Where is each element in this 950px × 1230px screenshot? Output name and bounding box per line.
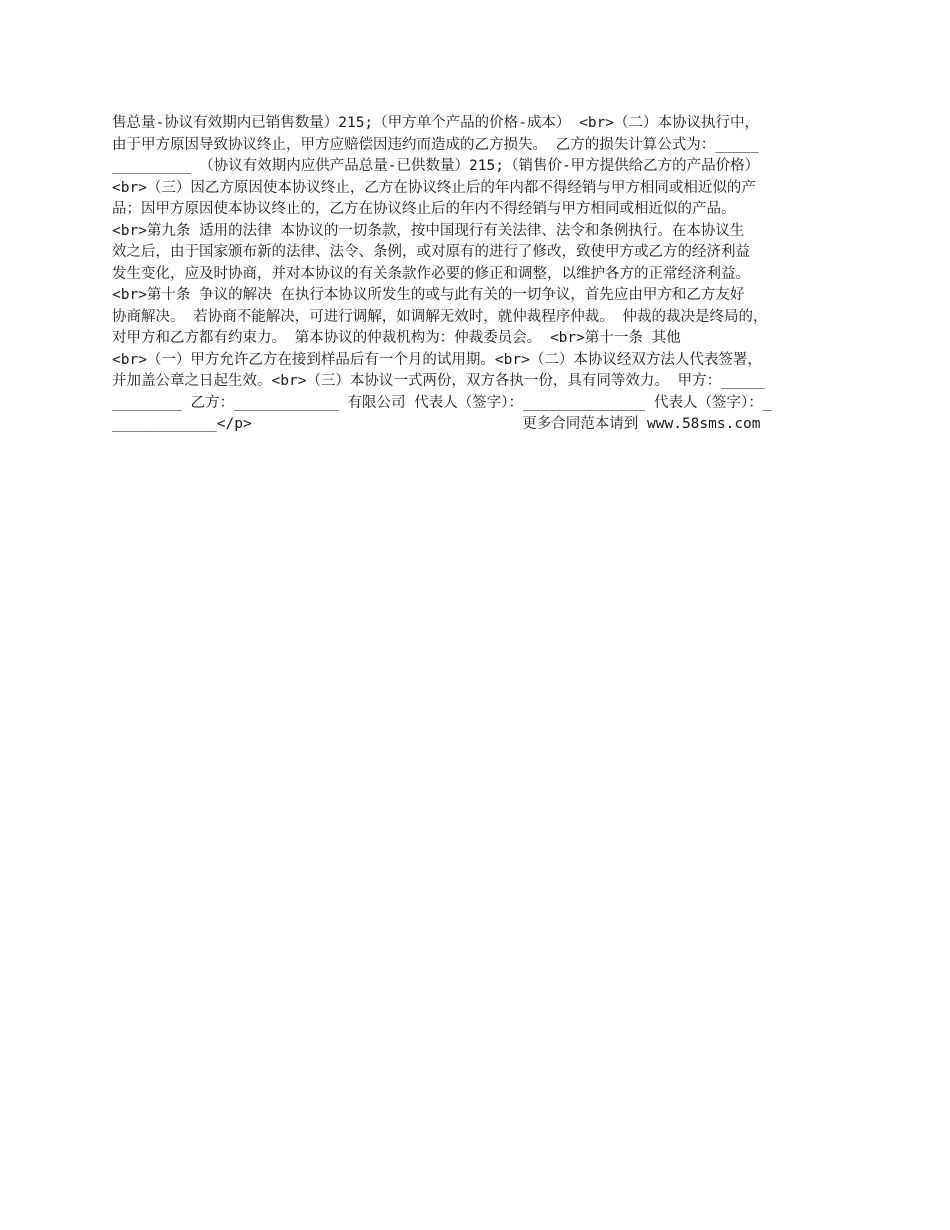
text-line: 由于甲方原因导致协议终止，甲方应赔偿因违约而造成的乙方损失。 乙方的损失计算公式为：_____ [112, 136, 759, 153]
text-line: <br>（一）甲方允许乙方在接到样品后有一个月的试用期。<br>（二）本协议经双方法人代表签署， [112, 351, 762, 368]
text-line: 对甲方和乙方都有约束力。 第本协议的仲裁机构为：仲裁委员会。 <br>第十一条 其他 [112, 330, 681, 346]
contract-text-block [112, 113, 852, 436]
text-line: _________ （协议有效期内应供产品总量-已供数量）215;（销售价-甲方提供给乙方的产品价格） [112, 158, 760, 174]
text-line: 并加盖公章之日起生效。<br>（三）本协议一式两份，双方各执一份，具有同等效力。 甲方：_____ [112, 373, 765, 389]
text-line: <br>第九条 适用的法律 本协议的一切条款，按中国现行有关法律、法令和条例执行。在本协议生 [112, 222, 745, 239]
text-line: <br>（三）因乙方原因使本协议终止，乙方在协议终止后的年内都不得经销与甲方相同或相近似的产 [112, 179, 756, 196]
text-line: 协商解决。 若协商不能解决，可进行调解，如调解无效时，就仲裁程序仲裁。 仲裁的裁决是终局的， [112, 308, 768, 325]
text-line: 售总量-协议有效期内已销售数量）215;（甲方单个产品的价格-成本） <br>（二）本协议执行中， [112, 115, 760, 131]
text-line: 效之后，由于国家颁布新的法律、法令、条例，或对原有的进行了修改，致使甲方或乙方的经济利益 [112, 244, 750, 260]
text-line: ____________</p> 更多合同范本请到 www.58sms.com [112, 416, 761, 432]
text-line: 品；因甲方原因使本协议终止的，乙方在协议终止后的年内不得经销与甲方相同或相近似的产品。 [112, 201, 736, 217]
text-line: ________ 乙方：____________ 有限公司 代表人（签字）：______________ 代表人（签字）：_ [112, 394, 772, 411]
text-line: 发生变化，应及时协商，并对本协议的有关条款作必要的修正和调整，以维护各方的正常经济利益。 [112, 265, 750, 282]
text-line: <br>第十条 争议的解决 在执行本协议所发生的或与此有关的一切争议，首先应由甲方和乙方友好 [112, 287, 745, 303]
